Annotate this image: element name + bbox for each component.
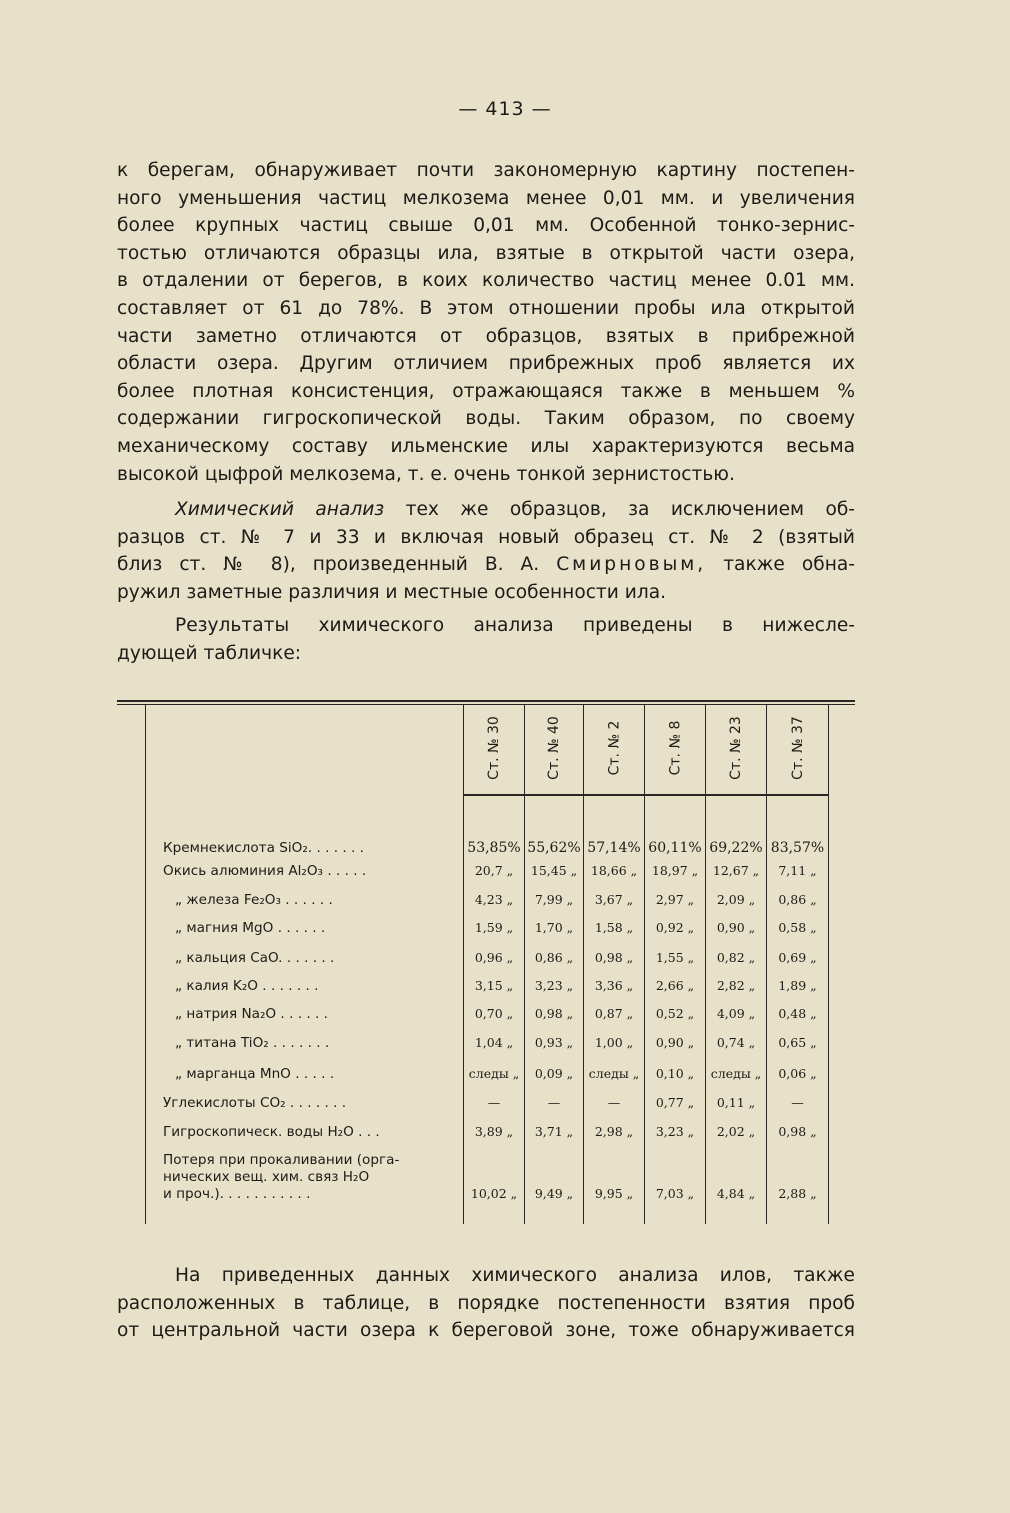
table-cell: 83,57% xyxy=(770,840,825,856)
table-cell: 3,23 „ xyxy=(655,1124,695,1139)
table-cell: 3,89 „ xyxy=(474,1124,514,1139)
table-cell: 53,85% xyxy=(467,840,521,856)
row-label: Окись алюминия Al₂O₃ . . . . . xyxy=(163,863,367,879)
table-cell: 0,96 „ xyxy=(474,950,514,965)
text-line: области озера. Другим отличием прибрежных проб является их xyxy=(117,353,855,375)
table-cell: 0,70 „ xyxy=(474,1006,514,1021)
row-label: „ железа Fe₂O₃ . . . . . . xyxy=(175,892,333,908)
text-fragment: также обна- xyxy=(723,554,855,576)
row-label: Кремнекислота SiO₂. . . . . . . xyxy=(163,840,364,856)
table-cell: 4,09 „ xyxy=(716,1006,756,1021)
column-header-label: Ст. № 23 xyxy=(728,716,744,780)
table-cell: — xyxy=(791,1095,804,1110)
table-cell: 3,23 „ xyxy=(534,978,574,993)
table-cell: 0,98 „ xyxy=(534,1006,574,1021)
table-cell: 0,58 „ xyxy=(778,920,817,935)
row-label: „ марганца MnO . . . . . xyxy=(175,1066,335,1082)
header-bottom-rule xyxy=(463,794,829,796)
text-line: более плотная консистенция, отражающаяся также в меньшем % xyxy=(117,380,855,402)
column-header-label: Ст. № 37 xyxy=(789,716,806,780)
table-cell: 2,98 „ xyxy=(594,1124,634,1139)
paragraph-1 xyxy=(117,157,855,488)
author-name: Смирновым, xyxy=(556,554,707,576)
text-line: более крупных частиц свыше 0,01 мм. Особенной тонко-зернис- xyxy=(117,215,855,237)
text-fragment: тех же образцов, за исключением об- xyxy=(405,499,855,520)
paragraph-3 xyxy=(117,612,855,667)
table-cell: 0,11 „ xyxy=(716,1095,756,1110)
table-cell: 1,55 „ xyxy=(655,950,695,965)
table-cell: 0,74 „ xyxy=(716,1035,756,1050)
table-cell: следы „ xyxy=(710,1066,762,1081)
table-cell: 60,11% xyxy=(648,840,702,856)
table-cell: 0,87 „ xyxy=(594,1006,634,1021)
table-cell: 0,48 „ xyxy=(778,1006,817,1021)
text-line: ружил заметные различия и местные особенности ила. xyxy=(117,581,667,603)
table-cell: 2,02 „ xyxy=(716,1124,756,1139)
row-label: „ титана TiO₂ . . . . . . . xyxy=(175,1035,330,1051)
table-cell: — xyxy=(547,1095,561,1110)
table-cell: 4,23 „ xyxy=(474,892,514,907)
table-cell: 2,82 „ xyxy=(716,978,756,993)
table-cell: 0,90 „ xyxy=(655,1035,695,1050)
table-top-rule xyxy=(117,704,855,705)
table-cell: 1,00 „ xyxy=(594,1035,634,1050)
table-cell: 3,15 „ xyxy=(474,978,514,993)
table-cell: 9,95 „ xyxy=(594,1186,634,1201)
table-cell: 55,62% xyxy=(527,840,581,856)
table-cell: 7,99 „ xyxy=(534,892,574,907)
table-cell: 0,09 „ xyxy=(534,1066,574,1081)
paragraph-4 xyxy=(117,1262,855,1345)
text-line: На приведенных данных химического анализа илов, также xyxy=(175,1265,855,1286)
table-cell: — xyxy=(607,1095,621,1110)
column-header-label: Ст. № 2 xyxy=(606,720,622,776)
table-cell: 3,67 „ xyxy=(594,892,634,907)
text-line: составляет от 61 до 78%. В этом отношении пробы ила открытой xyxy=(117,297,855,319)
row-label: Углекислоты CO₂ . . . . . . . xyxy=(163,1095,347,1111)
table-left-rule xyxy=(145,705,146,1224)
table-cell: 0,82 „ xyxy=(716,950,756,965)
table-cell: 2,66 „ xyxy=(655,978,695,993)
column-header xyxy=(464,706,524,790)
text-line: Результаты химического анализа приведены в нижесле- xyxy=(175,615,855,636)
table-cell: 18,97 „ xyxy=(651,863,699,878)
table-cell: 0,10 „ xyxy=(655,1066,695,1081)
table-cell: 0,06 „ xyxy=(778,1066,817,1081)
row-label: „ кальция CaO. . . . . . . xyxy=(175,950,335,966)
table-cell: 0,69 „ xyxy=(778,950,817,965)
table-cell: 2,97 „ xyxy=(655,892,695,907)
table-cell: 0,98 „ xyxy=(778,1124,817,1139)
table-cell: 12,67 „ xyxy=(712,863,760,878)
table-cell: 9,49 „ xyxy=(534,1186,574,1201)
table-cell: 0,86 „ xyxy=(778,892,817,907)
column-header-label: Ст. № 40 xyxy=(546,716,562,780)
table-cell: 3,71 „ xyxy=(534,1124,574,1139)
text-line: разцов ст. № 7 и 33 и включая новый образец ст. № 2 (взятый xyxy=(117,526,855,548)
table-cell: 1,04 „ xyxy=(474,1035,514,1050)
text-line: ного уменьшения частиц мелкозема менее 0,01 мм. и увеличения xyxy=(117,187,855,209)
text-fragment: близ ст. № 8), произведенный В. А. xyxy=(117,554,540,576)
table-cell: 2,88 „ xyxy=(778,1186,817,1201)
table-cell: 0,77 „ xyxy=(655,1095,695,1110)
table-cell: следы „ xyxy=(468,1066,520,1081)
table-cell: 0,65 „ xyxy=(778,1035,817,1050)
column-header xyxy=(584,706,644,790)
table-cell: 0,98 „ xyxy=(594,950,634,965)
text-line: содержании гигроскопической воды. Таким образом, по своему xyxy=(117,408,855,430)
text-line: расположенных в таблице, в порядке постепенности взятия проб xyxy=(117,1292,855,1314)
row-label: „ магния MgO . . . . . . xyxy=(175,920,326,936)
row-label: нических вещ. хим. связ H₂O xyxy=(163,1169,370,1185)
table-cell: 18,66 „ xyxy=(590,863,638,878)
table-cell: 2,09 „ xyxy=(716,892,756,907)
table-cell: 1,89 „ xyxy=(778,978,817,993)
column-header xyxy=(767,706,828,790)
chemical-analysis-table xyxy=(117,700,831,1224)
column-header xyxy=(645,706,705,790)
column-header xyxy=(525,706,583,790)
column-header-label: Ст. № 30 xyxy=(486,716,502,780)
column-rule xyxy=(828,705,829,1224)
row-label: „ калия K₂O . . . . . . . xyxy=(175,978,319,994)
row-label: и проч.). . . . . . . . . . . xyxy=(163,1186,311,1202)
row-label: „ натрия Na₂O . . . . . . xyxy=(175,1006,328,1022)
table-cell: 10,02 „ xyxy=(470,1186,518,1201)
table-cell: 7,03 „ xyxy=(655,1186,695,1201)
paragraph-2 xyxy=(117,496,855,606)
table-cell: 0,93 „ xyxy=(534,1035,574,1050)
text-line xyxy=(117,551,855,579)
table-cell: 0,86 „ xyxy=(534,950,574,965)
table-cell: следы „ xyxy=(588,1066,640,1081)
table-top-rule xyxy=(117,700,855,702)
text-line xyxy=(117,496,855,524)
table-cell: 1,70 „ xyxy=(534,920,574,935)
table-cell: 69,22% xyxy=(709,840,763,856)
text-line: высокой цыфрой мелкозема, т. е. очень тонкой зернистостью. xyxy=(117,463,735,485)
text-line: механическому составу ильменские илы характеризуются весьма xyxy=(117,435,855,457)
text-line: к берегам, обнаруживает почти закономерную картину постепен- xyxy=(117,160,855,181)
table-cell: 57,14% xyxy=(587,840,641,856)
column-header xyxy=(706,706,766,790)
table-cell: 1,59 „ xyxy=(474,920,514,935)
italic-lead: Химический анализ xyxy=(175,499,385,520)
text-line: в отдалении от берегов, в коих количество частиц менее 0.01 мм. xyxy=(117,270,855,292)
table-cell: 0,90 „ xyxy=(716,920,756,935)
table-cell: 0,92 „ xyxy=(655,920,695,935)
table-cell: 7,11 „ xyxy=(778,863,817,878)
text-line: части заметно отличаются от образцов, взятых в прибрежной xyxy=(117,325,855,347)
table-cell: 3,36 „ xyxy=(594,978,634,993)
table-cell: 15,45 „ xyxy=(530,863,578,878)
row-label: Потеря при прокаливании (орга- xyxy=(163,1152,400,1168)
page-number: — 413 — xyxy=(458,98,552,120)
table-cell: 4,84 „ xyxy=(716,1186,756,1201)
text-line: от центральной части озера к береговой зоне, тоже обнаруживается xyxy=(117,1320,855,1342)
table-cell: 0,52 „ xyxy=(655,1006,695,1021)
text-line: тостью отличаются образцы ила, взятые в открытой части озера, xyxy=(117,242,855,264)
table-cell: 20,7 „ xyxy=(474,863,514,878)
row-label: Гигроскопическ. воды H₂O . . . xyxy=(163,1124,380,1140)
table-cell: 1,58 „ xyxy=(594,920,634,935)
table-cell: — xyxy=(487,1095,501,1110)
column-header-label: Ст. № 8 xyxy=(667,720,683,776)
text-line: дующей табличке: xyxy=(117,642,302,664)
